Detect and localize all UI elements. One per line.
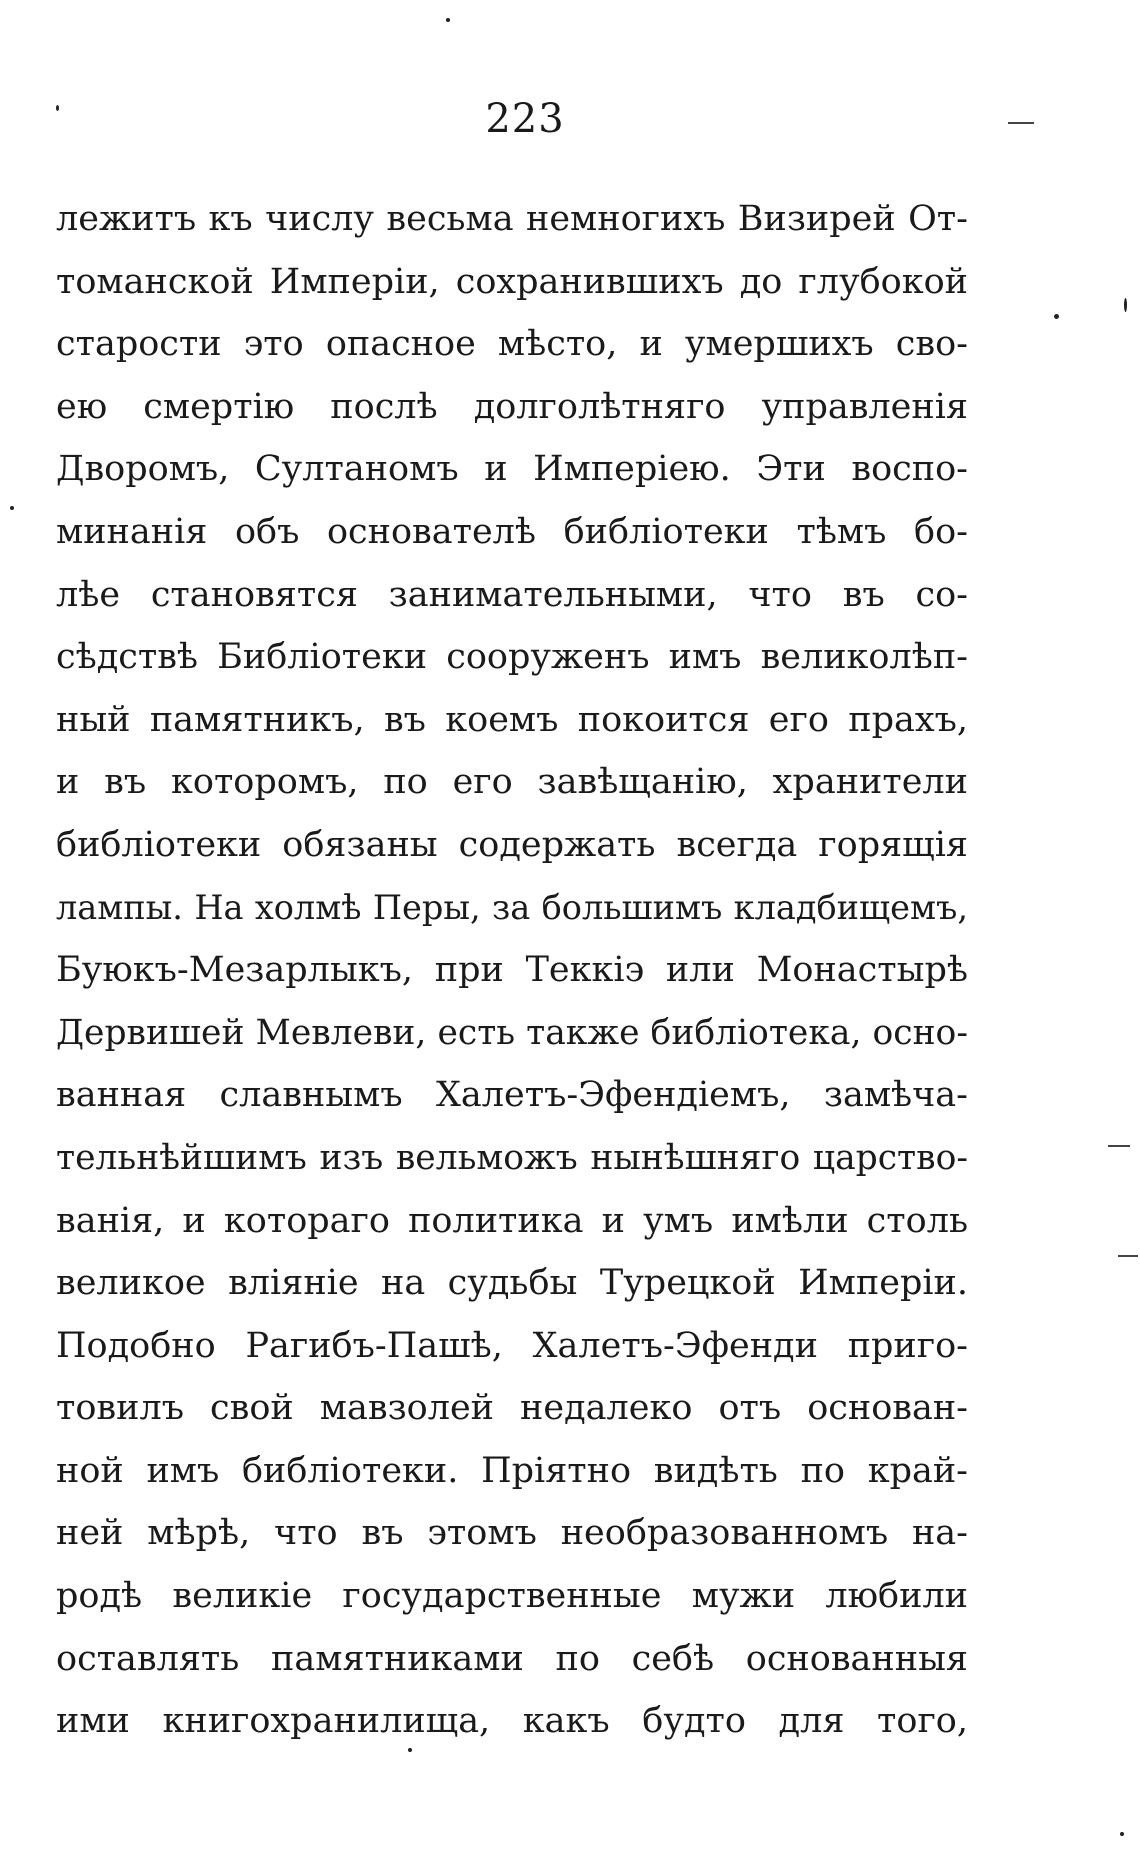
text-line: библіотеки обязаны содержать всегда горящія [56, 824, 968, 865]
text-line: Подобно Рагибъ-Пашѣ, Халетъ-Эфенди приго- [56, 1325, 968, 1366]
scan-speck [1120, 1832, 1124, 1836]
text-line: Буюкъ-Мезарлыкъ, при Теккіэ или Монастырѣ [56, 950, 968, 991]
text-line: оставлять памятниками по себѣ основанныя [56, 1638, 968, 1679]
text-line: ванія, и котораго политика и умъ имѣли столь [56, 1200, 968, 1241]
text-line: ной имъ библіотеки. Пріятно видѣть по край- [56, 1450, 968, 1491]
text-line: ими книгохранилища, какъ будто для того, [56, 1701, 968, 1742]
scan-mark [1008, 122, 1034, 124]
text-line: ней мѣрѣ, что въ этомъ необразованномъ на- [56, 1513, 968, 1554]
scan-speck [446, 18, 450, 22]
text-line: ный памятникъ, въ коемъ покоится его прахъ, [56, 699, 968, 740]
text-line: родѣ великіе государственные мужи любили [56, 1576, 968, 1617]
text-line: тельнѣйшимъ изъ вельможъ нынѣшняго царство- [56, 1137, 968, 1178]
scan-mark [1118, 1255, 1138, 1257]
text-line: ею смертію послѣ долголѣтняго управленія [56, 386, 968, 427]
text-line: Дервишей Мевлеви, есть также библіотека, осно- [56, 1012, 968, 1053]
text-line: лежитъ къ числу весьма немногихъ Визирей От- [56, 199, 968, 239]
page-number: 223 [485, 96, 565, 142]
text-line: минанія объ основателѣ библіотеки тѣмъ бо- [56, 511, 968, 552]
text-line: лѣе становятся занимательными, что въ со- [56, 574, 968, 615]
text-line: великое вліяніе на судьбы Турецкой Имперіи. [56, 1263, 968, 1304]
scan-speck [56, 105, 59, 111]
text-line: ванная славнымъ Халетъ-Эфендіемъ, замѣча- [56, 1075, 968, 1116]
text-line: лампы. На холмѣ Перы, за большимъ кладбищемъ, [56, 887, 968, 927]
scan-mark [1108, 1145, 1130, 1147]
scan-speck [1054, 314, 1059, 319]
text-line: томанской Имперіи, сохранившихъ до глубокой [56, 261, 968, 302]
scan-speck [408, 1748, 412, 1752]
text-line: Дворомъ, Султаномъ и Имперіею. Эти воспо- [56, 449, 968, 490]
text-line: товилъ свой мавзолей недалеко отъ основан- [56, 1388, 968, 1429]
scan-speck [10, 506, 14, 510]
body-text [56, 188, 968, 1753]
text-line: и въ которомъ, по его завѣщанію, хранители [56, 762, 968, 803]
text-line: старости это опасное мѣсто, и умершихъ сво- [56, 324, 968, 365]
scan-speck [1124, 298, 1127, 312]
text-line: сѣдствѣ Библіотеки сооруженъ имъ великолѣп- [56, 637, 968, 678]
